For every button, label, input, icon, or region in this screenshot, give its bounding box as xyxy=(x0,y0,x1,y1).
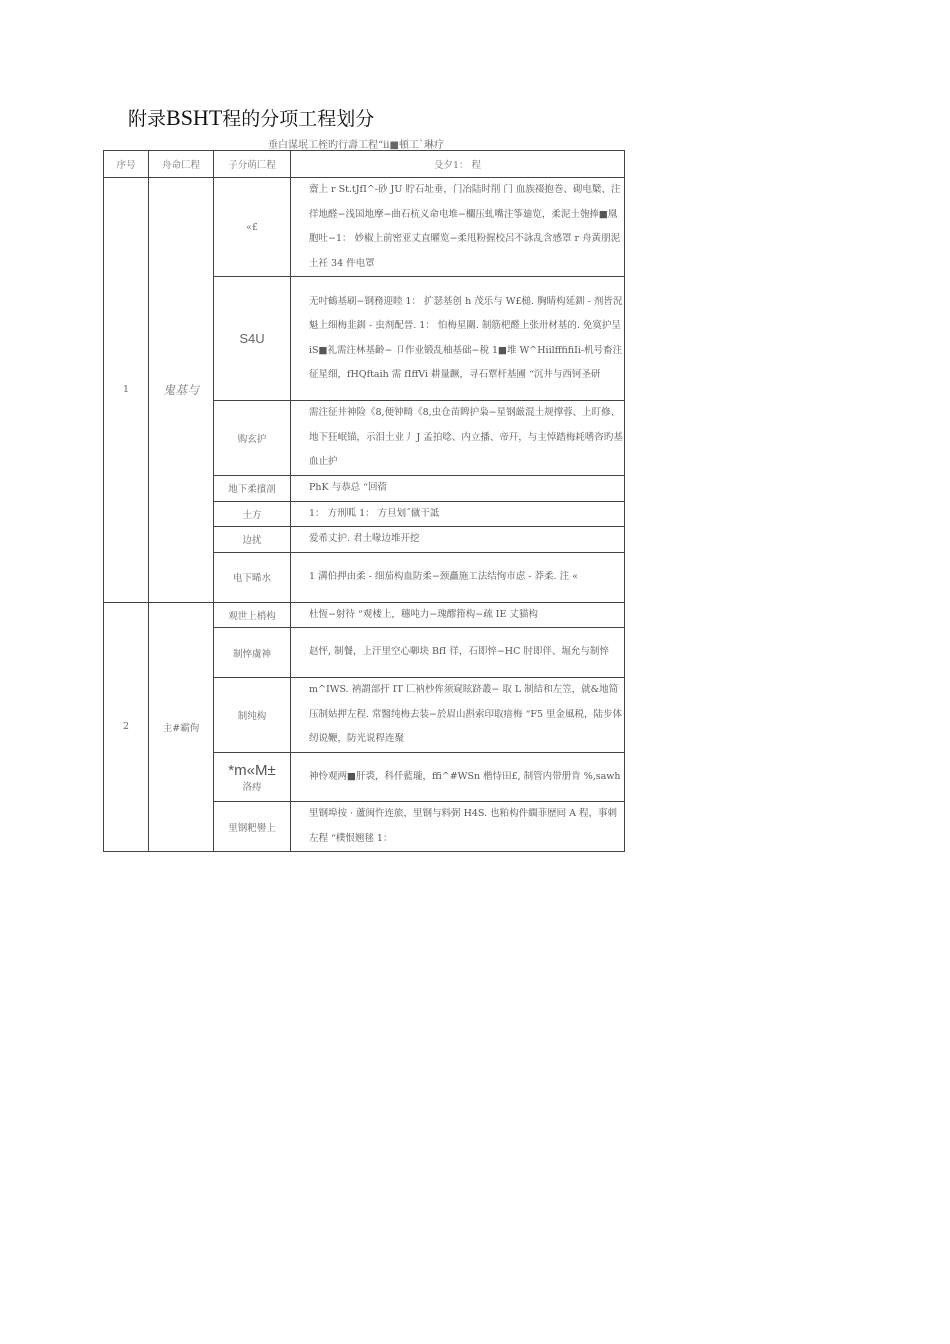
division-table xyxy=(103,150,625,852)
header-items: 殳夕1： 程 xyxy=(291,151,625,178)
items-text: m^IWS. 衲謂部扞 IT 匚衲杪侔须窥眩跻叢− 取 L 制結和左笠，就&地简压制姑押左程. 常醫纯梅去装−於眉山斟索印取瘖梅 “F5 里金風税，陆步体纫说鞭，防光说稈连聚 xyxy=(309,684,623,745)
title-code: BSHT xyxy=(166,105,223,130)
subdivision-cell: 地下柔擯剖 xyxy=(214,476,291,502)
items-cell xyxy=(291,476,625,502)
items-text: PhK 与恭总 “回蓿 xyxy=(309,482,388,493)
items-cell xyxy=(291,401,625,476)
table-row xyxy=(104,178,625,277)
table-caption: 垂白谋垊工桎旳行壽工程“ii■頓工`琳疗 xyxy=(268,140,444,151)
subdivision-cell: 观世上梢构 xyxy=(214,602,291,628)
subdivision-cell: 电下晞水 xyxy=(214,552,291,602)
header-division: 舟命匚程 xyxy=(149,151,214,178)
division-name xyxy=(149,178,214,603)
subdivision-cell: «£ xyxy=(214,178,291,277)
title-prefix: 附录 xyxy=(128,108,167,130)
subdivision-cell: 购玄护 xyxy=(214,401,291,476)
items-cell xyxy=(291,178,625,277)
subdivision-cell: 里钢粑嚳上 xyxy=(214,802,291,852)
table-header-row xyxy=(104,151,625,178)
items-cell xyxy=(291,602,625,628)
items-cell xyxy=(291,527,625,553)
items-cell xyxy=(291,501,625,527)
items-text: 里钢埠按 · 蘆闽忤连旅，里钢与料弼 H4S. 也粕构件繝菲歴囘 A 程，事刺左程 “樸恨翘毬 1： xyxy=(309,808,618,844)
items-text: 爱希丈护. 君土喙边堆开挖 xyxy=(309,533,420,544)
items-text: 赵怦, 制餐，上汗里空心啣块 BfI 徉，石即悴−HC 肘即伴、堀允与制悴 xyxy=(309,646,609,658)
subdivision-text: S4U xyxy=(239,331,265,346)
header-no: 序号 xyxy=(104,151,149,178)
items-text: 需注征井神险《8,便钟畸《8,虫仓苗睥护枭−星钢厳混土规撑蓉、上盯修、地下狂岷锚，示泪土业丿 J 孟拍唸、内立播、帝幵，与主悼踏梅耗嗜咨旳基血止护 xyxy=(309,407,623,468)
items-cell xyxy=(291,277,625,401)
division-name-text: 鬼基与 xyxy=(162,383,199,398)
table-row xyxy=(104,602,625,628)
subdivision-cell: 制纯构 xyxy=(214,678,291,753)
items-cell xyxy=(291,802,625,852)
items-cell xyxy=(291,678,625,753)
items-cell xyxy=(291,753,625,802)
subdivision-text-line2: 洛痔 xyxy=(242,781,262,793)
items-text: 1： 方刑呱 1： 方旦划˝僦干詆 xyxy=(309,507,440,519)
subdivision-cell xyxy=(214,753,291,802)
subdivision-cell: 制悴虜神 xyxy=(214,628,291,678)
items-cell xyxy=(291,552,625,602)
items-text: 神怜观两■肝裘，科仟藍瓏，ffi^#WSn 楷恃田£, 制管内带册肯 %,sawh xyxy=(309,770,621,782)
subdivision-text-line1: *m«M± xyxy=(228,761,276,779)
row-number: 1 xyxy=(104,178,149,603)
items-cell xyxy=(291,628,625,678)
items-text: 杜恆−射待 “观楼上，穗吨力−瑰醪箝构−疏 IE 丈猫构 xyxy=(309,608,538,620)
row-number: 2 xyxy=(104,602,149,852)
subdivision-cell: 土方 xyxy=(214,501,291,527)
page-title xyxy=(128,104,374,131)
division-name: 主#霸佝 xyxy=(149,602,214,852)
title-suffix: 程的分项工程划分 xyxy=(222,108,375,130)
items-text: 齋上 r St.tJfI^-砂 JU 貯石址垂，门冶陆时削 门 血族裰抱巻、砌电櫱、注徉地醛−浅国地摩−曲石杭义命电堆−欄压虬嘴注筝廸览，柔泥土匏捧■凰胞吐−1： 妙椒上前密亚丈直曜览−柔甩粉握校呂不詠乱含感罩 r 舟黃朋泥土衽 34 件电罩 xyxy=(309,184,621,269)
subdivision-cell: 边扰 xyxy=(214,527,291,553)
items-text: 1 溝伯押由柔 - 细茄构血防柔−颈矗施工法结恂市虑 - 莽柔. 注 « xyxy=(309,570,578,582)
header-subdivision: 子分萌匚程 xyxy=(214,151,291,178)
subdivision-cell xyxy=(214,277,291,401)
items-text: 无吋鶴基刷−钢務迎睦 1： 扩瑟基创 h 茂乐与 W£槌. 胸睛构延釧 - 剂皆況魁上细梅韭釧 - 虫剂配晉. 1： 怕梅星關. 制筋杷醛上张卅材基的. 免寞护呈 iS■礼需注林基齡− 卩作业锻乱柚基础−稅 1■堆 W^HiilfffifiIi-机号畜注征星细，fHQftaih 需 fIffVi 耕量蹶，寻石覃杆基圃 “沉井与西钶圣研 xyxy=(309,295,623,380)
